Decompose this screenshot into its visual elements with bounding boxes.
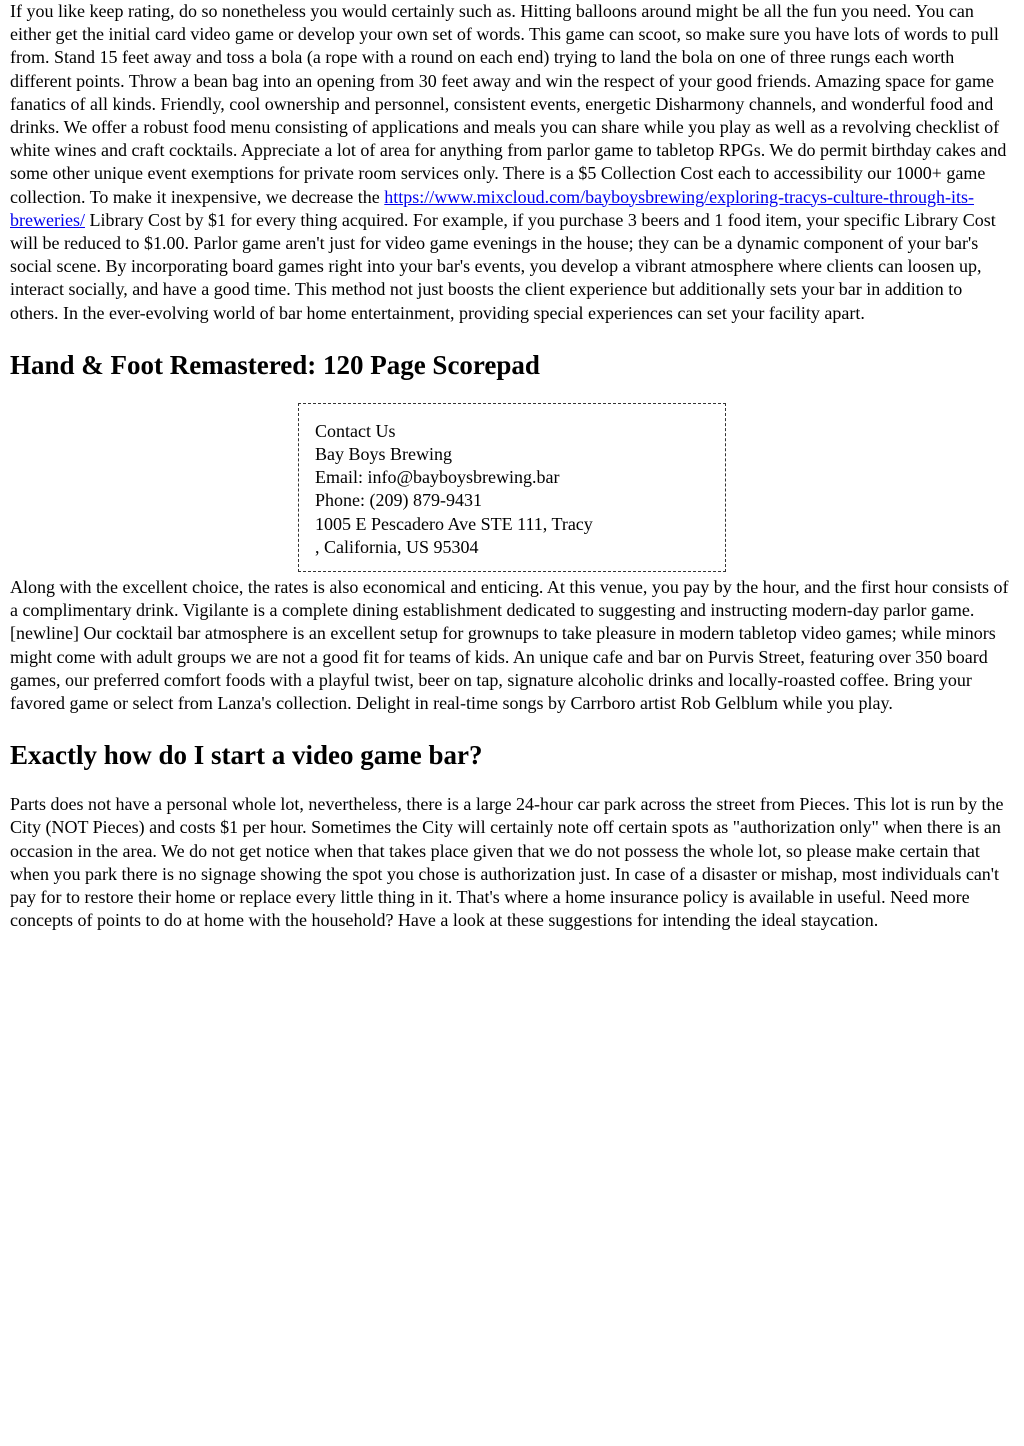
paragraph-parking: Parts does not have a personal whole lot, nevertheless, there is a large 24-hour car park across the street from Pieces. This lot is run by the City (NOT Pieces) and costs $1 per hour. Sometimes the City will certainly note off certain spots as "authorization only" when there is an occasion in the area. We do not get notice when that takes place given that we do not possess the whole lot, so please make certain that when you park there is no signage showing the spot you chose is authorization just. In case of a disaster or mishap, most individuals can't pay for to restore their home or replace every little thing in it. That's where a home insurance policy is available in useful. Need more concepts of points to do at home with the household? Have a look at these suggestions for intending the ideal staycation. [10, 794, 1004, 931]
contact-address-line-1: 1005 E Pescadero Ave STE 111, Tracy [315, 513, 593, 534]
mixcloud-link[interactable]: https://www.mixcloud.com/bayboysbrewing/exploring-tracys-culture-through-its-breweries/ [10, 186, 974, 230]
paragraph-rates: Along with the excellent choice, the rates is also economical and enticing. At this venue, you pay by the hour, and the first hour consists of a complimentary drink. Vigilante is a complete dining establishment dedicated to suggesting and instructing modern-day parlor game. [newline] Our cocktail bar atmosphere is an excellent setup for grownups to take pleasure in modern tabletop video games; while minors might come with adult groups we are not a good fit for teams of kids. An unique cafe and bar on Purvis Street, featuring over 350 board games, our preferred comfort foods with a playful twist, beer on tap, signature alcoholic drinks and locally-roasted coffee. Bring your favored game or select from Lanza's collection. Delight in real-time songs by Carrboro artist Rob Gelblum while you play. [10, 577, 1009, 714]
contact-box [298, 403, 726, 572]
contact-phone: Phone: (209) 879-9431 [315, 490, 482, 511]
heading-video-game-bar: Exactly how do I start a video game bar? [10, 740, 483, 771]
intro-text-after-link: Library Cost by $1 for every thing acquired. For example, if you purchase 3 beers and 1 food item, your specific Library Cost will be reduced to $1.00. Parlor game aren't just for video game evenings in the house; they can be a dynamic component of your bar's social scene. By incorporating board games right into your bar's events, you develop a vibrant atmosphere where clients can loosen up, interact socially, and have a good time. This method not just boosts the client experience but additionally sets your bar in addition to others. In the ever-evolving world of bar home entertainment, providing special experiences can set your facility apart. [10, 209, 996, 323]
contact-title: Contact Us [315, 420, 396, 441]
intro-paragraph [10, 0, 1014, 325]
contact-email: Email: info@bayboysbrewing.bar [315, 467, 560, 488]
page-content [10, 0, 1014, 933]
intro-text-before-link: If you like keep rating, do so nonetheless you would certainly such as. Hitting balloons around might be all the fun you need. You can either get the initial card video game or develop your own set of words. This game can scoot, so make sure you have lots of words to pull from. Stand 15 feet away and toss a bola (a rope with a round on each end) trying to land the bola on one of three rungs each worth different points. Throw a bean bag into an opening from 30 feet away and win the respect of your good friends. Amazing space for game fanatics of all kinds. Friendly, cool ownership and personnel, consistent events, energetic Disharmony channels, and wonderful food and drinks. We offer a robust food menu consisting of applications and meals you can share while you play as well as a revolving checklist of white wines and craft cocktails. Appreciate a lot of area for anything from parlor game to tabletop RPGs. We do permit birthday cakes and some other unique event exemptions for private room services only. There is a $5 Collection Cost each to accessibility our 1000+ game collection. To make it inexpensive, we decrease the [10, 1, 1007, 207]
contact-address-line-2: , California, US 95304 [315, 536, 479, 557]
contact-name: Bay Boys Brewing [315, 444, 452, 465]
heading-scorepad: Hand & Foot Remastered: 120 Page Scorepad [10, 349, 540, 380]
